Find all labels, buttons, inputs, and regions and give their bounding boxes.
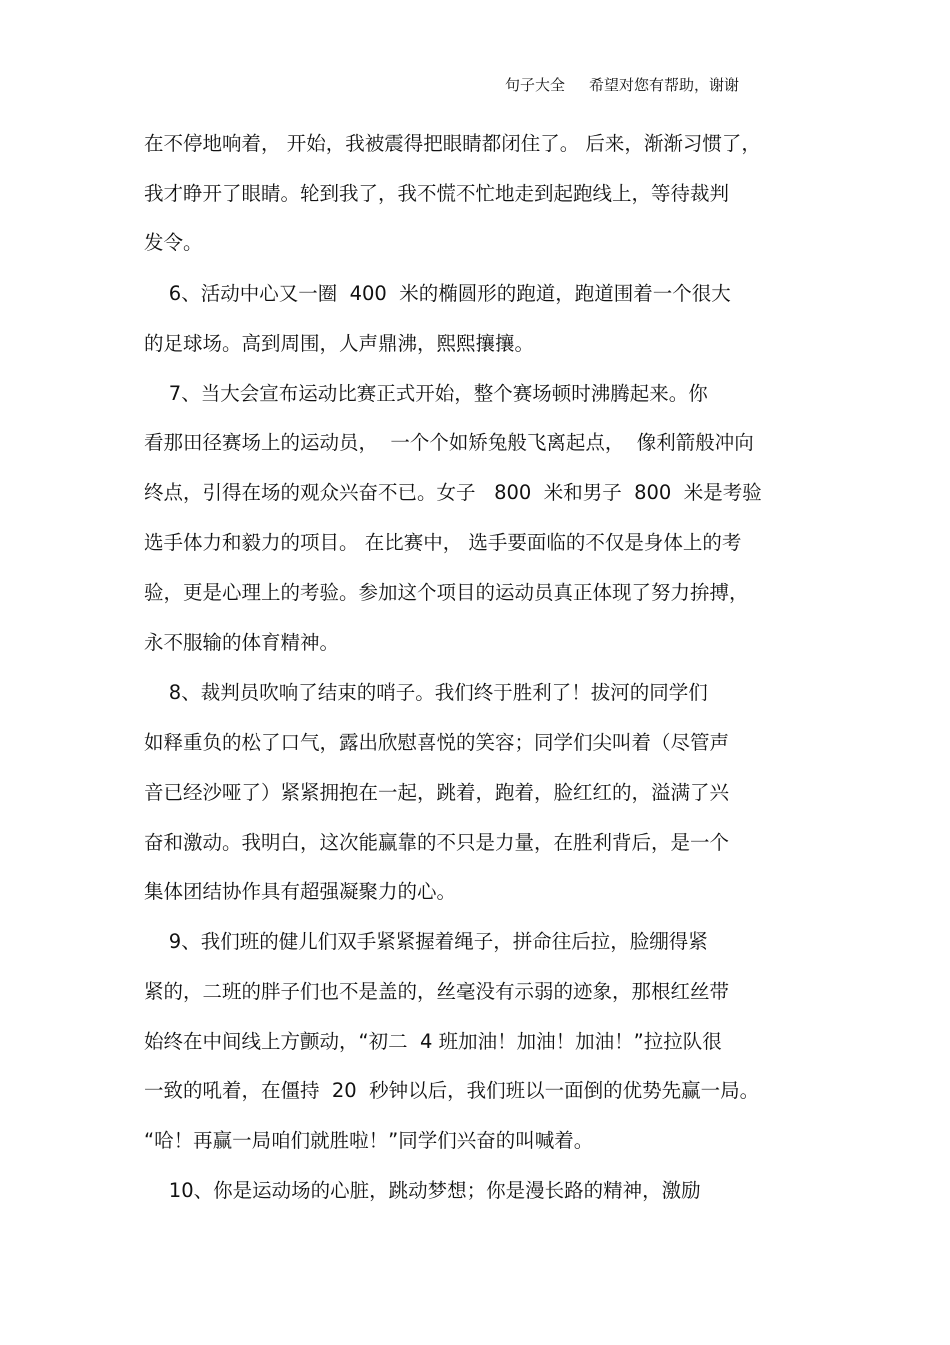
text-line: 验，更是心理上的考验。参加这个项目的运动员真正体现了努力拚搏， bbox=[144, 581, 749, 604]
text-line: 8、裁判员吹响了结束的哨子。我们终于胜利了！拔河的同学们 bbox=[144, 681, 708, 704]
text-line: 奋和激动。我明白，这次能赢靠的不只是力量，在胜利背后，是一个 bbox=[144, 831, 730, 854]
text-line: 9、我们班的健儿们双手紧紧握着绳子，拼命往后拉，脸绷得紧 bbox=[144, 930, 708, 953]
text-line: “哈！再赢一局咱们就胜啦！”同学们兴奋的叫喊着。 bbox=[144, 1129, 594, 1152]
text-line: 看那田径赛场上的运动员， 一个个如矫兔般飞离起点， 像利箭般冲向 bbox=[144, 431, 754, 454]
text-line: 永不服输的体育精神。 bbox=[144, 631, 340, 654]
header-title: 句子大全 bbox=[505, 76, 566, 94]
text-line: 始终在中间线上方颤动，“初二 4 班加油！加油！加油！”拉拉队很 bbox=[144, 1030, 722, 1053]
text-line: 发令。 bbox=[144, 231, 203, 254]
header-note: 希望对您有帮助，谢谢 bbox=[589, 76, 740, 94]
text-line: 终点，引得在场的观众兴奋不已。女子 800 米和男子 800 米是考验 bbox=[144, 481, 762, 504]
text-line: 在不停地响着， 开始，我被震得把眼睛都闭住了。 后来，渐渐习惯了， bbox=[144, 132, 761, 155]
text-line: 如释重负的松了口气，露出欣慰喜悦的笑容；同学们尖叫着（尽管声 bbox=[144, 731, 730, 754]
text-line: 一致的吼着，在僵持 20 秒钟以后，我们班以一面倒的优势先赢一局。 bbox=[144, 1079, 760, 1102]
page-header bbox=[505, 74, 739, 95]
text-line: 的足球场。高到周围，人声鼎沸，熙熙攘攘。 bbox=[144, 332, 535, 355]
text-line: 我才睁开了眼睛。轮到我了，我不慌不忙地走到起跑线上，等待裁判 bbox=[144, 182, 730, 205]
text-line: 紧的，二班的胖子们也不是盖的，丝毫没有示弱的迹象，那根红丝带 bbox=[144, 980, 730, 1003]
text-line: 10、你是运动场的心脏，跳动梦想；你是漫长路的精神，激励 bbox=[144, 1179, 701, 1202]
text-line: 6、活动中心又一圈 400 米的椭圆形的跑道，跑道围着一个很大 bbox=[144, 282, 731, 305]
text-line: 集体团结协作具有超强凝聚力的心。 bbox=[144, 880, 457, 903]
text-line: 选手体力和毅力的项目。 在比赛中， 选手要面临的不仅是身体上的考 bbox=[144, 531, 742, 554]
text-line: 7、当大会宣布运动比赛正式开始，整个赛场顿时沸腾起来。你 bbox=[144, 382, 708, 405]
text-line: 音已经沙哑了）紧紧拥抱在一起，跳着，跑着，脸红红的，溢满了兴 bbox=[144, 781, 730, 804]
